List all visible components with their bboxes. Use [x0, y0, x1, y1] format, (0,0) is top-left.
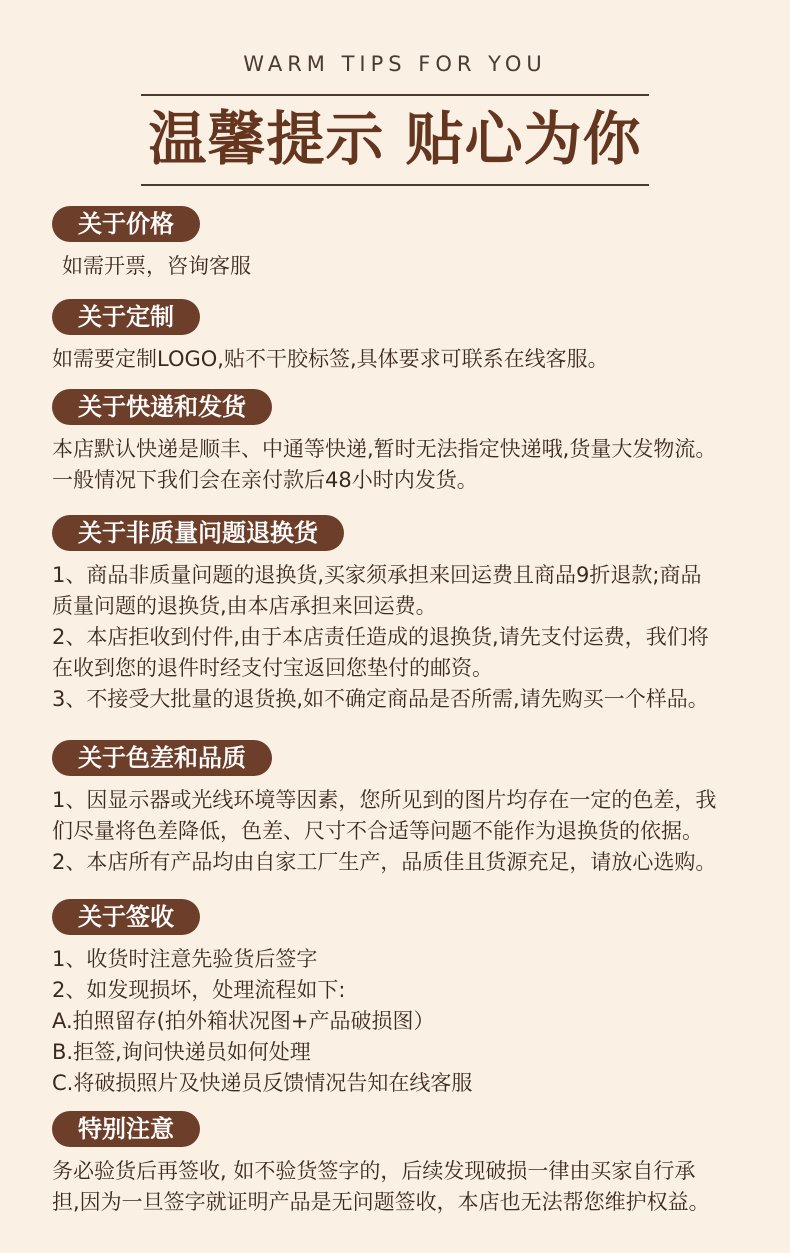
top-divider [141, 94, 649, 96]
text-line: 本店默认快递是顺丰、中通等快递,暂时无法指定快递哦,货量大发物流。 [52, 437, 717, 461]
text-line: 2、本店拒收到付件,由于本店责任造成的退换货,请先支付运费，我们将 [52, 625, 709, 649]
section-title-receipt: 关于签收 [52, 899, 200, 935]
section-title-special-notice: 特别注意 [52, 1111, 200, 1147]
page-title: 温馨提示 贴心为你 [148, 105, 642, 173]
section-content-price [52, 251, 742, 282]
text-line: 1、收货时注意先验货后签字 [52, 947, 318, 971]
section-content-receipt [52, 944, 742, 1099]
text-line: 在收到您的退件时经支付宝返回您垫付的邮资。 [52, 656, 493, 680]
text-line: 担,因为一旦签字就证明产品是无问题签收，本店也无法帮您维护权益。 [52, 1190, 710, 1214]
section-shipping [52, 389, 742, 496]
section-title-customization: 关于定制 [52, 299, 200, 335]
section-title-color-quality: 关于色差和品质 [52, 740, 272, 776]
section-content-customization [52, 344, 742, 375]
text-line: 2、如发现损坏，处理流程如下: [52, 978, 346, 1002]
section-returns [52, 515, 742, 715]
section-content-color-quality [52, 785, 742, 878]
text-line: 2、本店所有产品均由自家工厂生产，品质佳且货源充足，请放心选购。 [52, 850, 717, 874]
section-content-special-notice [52, 1156, 742, 1218]
section-content-returns [52, 560, 742, 715]
text-line: 1、商品非质量问题的退换货,买家须承担来回运费且商品9折退款;商品 [52, 563, 702, 587]
text-line: C.将破损照片及快递员反馈情况告知在线客服 [52, 1071, 473, 1095]
header [0, 0, 790, 190]
header-subtitle: WARM TIPS FOR YOU [243, 52, 547, 76]
text-line: 质量问题的退换货,由本店承担来回运费。 [52, 594, 437, 618]
text-line: A.拍照留存(拍外箱状况图+产品破损图） [52, 1009, 435, 1033]
section-customization [52, 299, 742, 375]
text-line: 一般情况下我们会在亲付款后48小时内发货。 [52, 468, 478, 492]
text-line: 1、因显示器或光线环境等因素，您所见到的图片均存在一定的色差，我 [52, 788, 717, 812]
section-content-shipping [52, 434, 742, 496]
section-title-returns: 关于非质量问题退换货 [52, 515, 344, 551]
section-receipt [52, 899, 742, 1099]
text-line: 们尽量将色差降低，色差、尺寸不合适等问题不能作为退换货的依据。 [52, 819, 703, 843]
section-title-shipping: 关于快递和发货 [52, 389, 272, 425]
section-title-price: 关于价格 [52, 206, 200, 242]
bottom-divider [141, 184, 649, 186]
text-line: 如需开票，咨询客服 [62, 254, 251, 278]
section-color-quality [52, 740, 742, 878]
section-special-notice [52, 1111, 742, 1218]
text-line: 务必验货后再签收, 如不验货签字的，后续发现破损一律由买家自行承 [52, 1159, 696, 1183]
text-line: 3、不接受大批量的退货换,如不确定商品是否所需,请先购买一个样品。 [52, 687, 709, 711]
section-price [52, 206, 742, 282]
text-line: 如需要定制LOGO,贴不干胶标签,具体要求可联系在线客服。 [52, 347, 609, 371]
text-line: B.拒签,询问快递员如何处理 [52, 1040, 311, 1064]
